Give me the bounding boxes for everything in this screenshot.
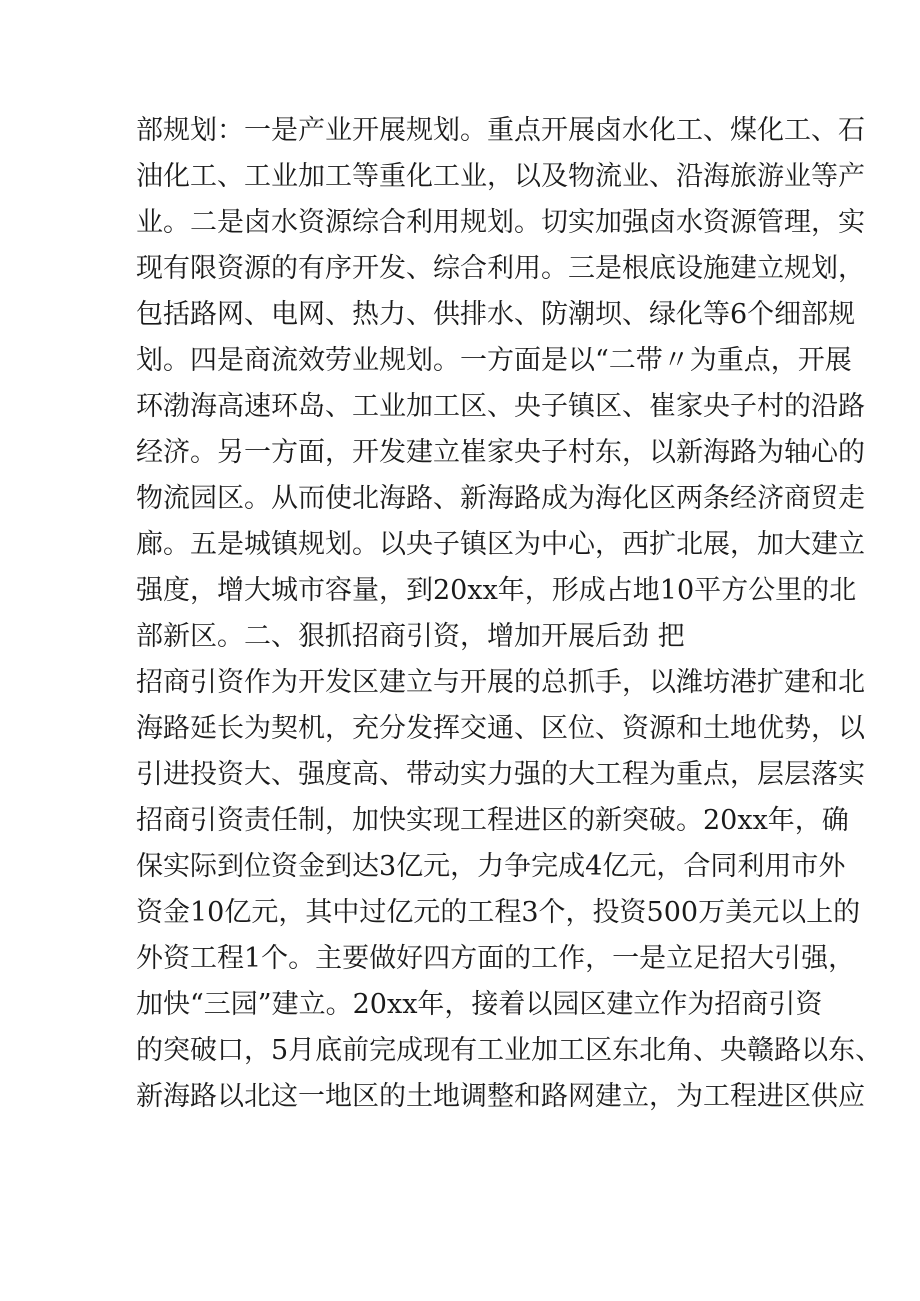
text-line: 环渤海高速环岛、工业加工区、央子镇区、崔家央子村的沿路 — [136, 391, 865, 422]
text-line: 海路延长为契机，充分发挥交通、区位、资源和土地优势，以 — [136, 713, 865, 744]
text-line: 油化工、工业加工等重化工业，以及物流业、沿海旅游业等产 — [136, 161, 865, 192]
text-line: 资金10亿元，其中过亿元的工程3个，投资500万美元以上的 — [136, 897, 861, 928]
text-line: 物流园区。从而使北海路、新海路成为海化区两条经济商贸走 — [136, 483, 865, 514]
text-line: 新海路以北这一地区的土地调整和路网建立，为工程进区供应 — [136, 1081, 865, 1112]
text-line: 业。二是卤水资源综合利用规划。切实加强卤水资源管理，实 — [136, 207, 865, 238]
text-line: 保实际到位资金到达3亿元，力争完成4亿元，合同利用市外 — [136, 851, 846, 882]
text-line: 部规划：一是产业开展规划。重点开展卤水化工、煤化工、石 — [136, 115, 865, 146]
text-line: 招商引资作为开发区建立与开展的总抓手，以潍坊港扩建和北 — [136, 667, 865, 698]
text-line: 引进投资大、强度高、带动实力强的大工程为重点，层层落实 — [136, 759, 865, 790]
text-line: 划。四是商流效劳业规划。一方面是以“二带〃为重点，开展 — [136, 345, 852, 376]
text-line: 外资工程1个。主要做好四方面的工作，一是立足招大引强， — [136, 943, 856, 974]
text-line: 强度，增大城市容量，到20xx年，形成占地10平方公里的北 — [136, 575, 857, 606]
text-line: 现有限资源的有序开发、综合利用。三是根底设施建立规划， — [136, 253, 865, 284]
text-line: 廊。五是城镇规划。以央子镇区为中心，西扩北展，加大建立 — [136, 529, 865, 560]
text-line: 加快“三园”建立。20xx年，接着以园区建立作为招商引资 — [136, 989, 823, 1020]
text-line: 的突破口，5月底前完成现有工业加工区东北角、央赣路以东、 — [136, 1035, 883, 1066]
text-line: 部新区。二、狠抓招商引资，增加开展后劲 把 — [136, 621, 685, 652]
text-line: 包括路网、电网、热力、供排水、防潮坝、绿化等6个细部规 — [136, 299, 856, 330]
text-line: 经济。另一方面，开发建立崔家央子村东，以新海路为轴心的 — [136, 437, 865, 468]
text-line: 招商引资责任制，加快实现工程进区的新突破。20xx年，确 — [136, 805, 849, 836]
